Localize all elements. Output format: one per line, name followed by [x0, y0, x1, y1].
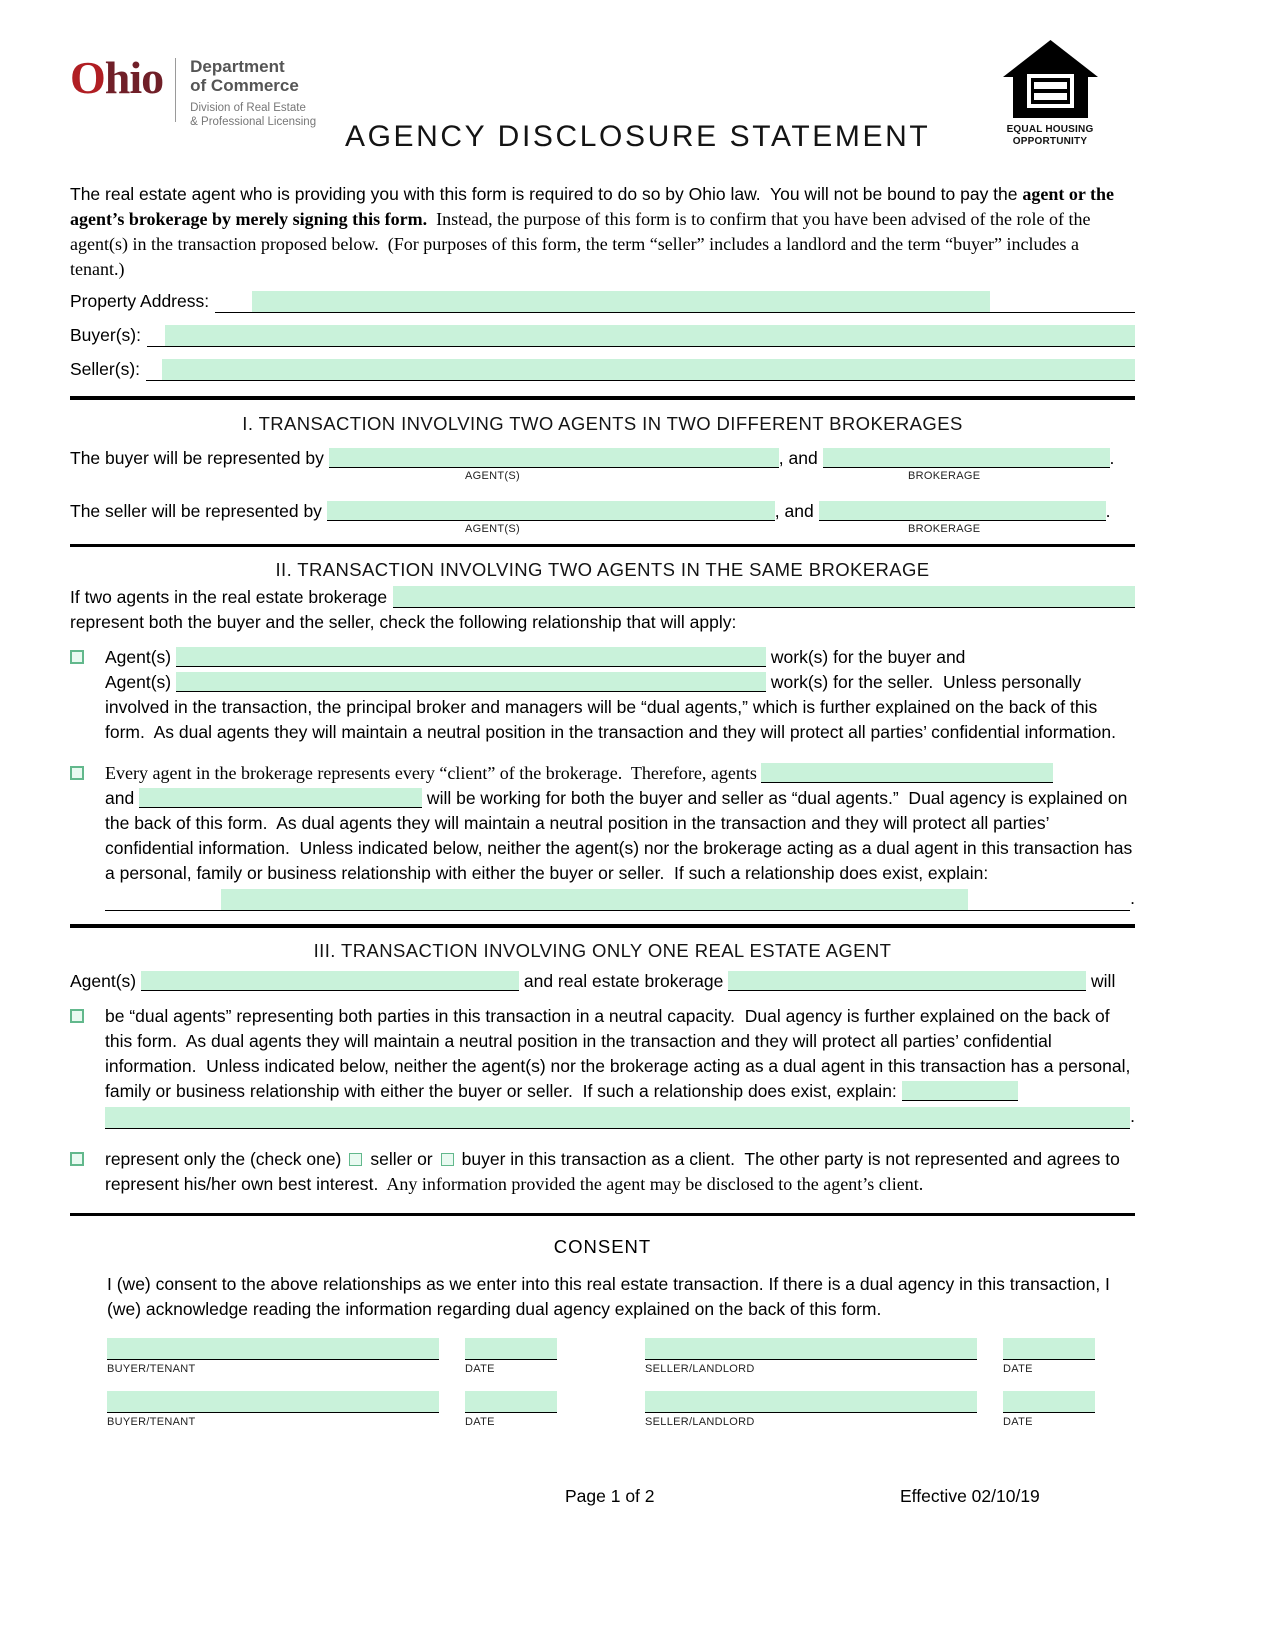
buyers-field[interactable] [165, 325, 1135, 346]
property-address-label: Property Address: [70, 291, 210, 311]
footer-effective-date: Effective 02/10/19 [900, 1486, 1040, 1506]
section3-option2 [70, 1147, 1135, 1197]
buyer-tenant-caption-1: BUYER/TENANT [107, 1363, 196, 1375]
agents-caption-2: AGENT(S) [465, 522, 520, 535]
section3-mid-text: and real estate brokerage [519, 970, 729, 991]
signature-row-1 [107, 1338, 1135, 1360]
buyer-agent-field[interactable] [329, 448, 779, 468]
seller-landlord-signature-field-2[interactable] [645, 1391, 977, 1413]
page-title: AGENCY DISCLOSURE STATEMENT [345, 120, 931, 153]
section3-option2-text [105, 1147, 1135, 1197]
section2-option1 [70, 645, 1135, 745]
seller-rep-period: . [1105, 500, 1111, 521]
single-agent-name-field[interactable] [141, 971, 519, 991]
seller-landlord-date-field-2[interactable] [1003, 1391, 1095, 1413]
section-divider-4 [70, 1213, 1135, 1217]
seller-landlord-signature-field-1[interactable] [645, 1338, 977, 1360]
section3-option1-checkbox[interactable] [70, 1009, 84, 1023]
seller-brokerage-field[interactable] [819, 501, 1106, 521]
dual-agent-name-field-1[interactable] [761, 763, 1053, 783]
section2-option1-checkbox[interactable] [70, 650, 84, 664]
dual-agents-neutral-text: be “dual agents” representing both parties in this transaction in a neutral capacity. Dual agency is further explained on the back of this form. As dual agents they will maintain a neutral position in the transaction and they will protect all parties’ confidential information. Unless indicated below, neither the agent(s) nor the brokerage acting as a dual agent in this transaction has a personal, family or business relationship with either the buyer or seller. If such a relationship does exist, explain: [105, 1005, 1136, 1101]
dual-agents-explanation-text: will be working for both the buyer and seller as “dual agents.” Dual agency is explained on the back of this form. As dual agents they will maintain a neutral position in the transaction and they will protect all parties’ confidential information. Unless indicated below, neither the agent(s) nor the brokerage acting as a dual agent in this transaction has a personal, family or business relationship with either the buyer or seller. If such a relationship does exist, explain: [105, 788, 1138, 883]
buyer-representation-row [70, 448, 1135, 469]
single-brokerage-field[interactable] [728, 971, 1086, 991]
relationship-explain-field[interactable] [221, 889, 968, 910]
explain-field-full[interactable] [105, 1107, 1130, 1128]
seller-landlord-caption-2: SELLER/LANDLORD [645, 1416, 755, 1428]
section3-option1 [70, 1004, 1135, 1129]
buyers-label: Buyer(s): [70, 325, 141, 345]
seller-signature-cell-2 [645, 1391, 1100, 1413]
section2-option2-checkbox[interactable] [70, 766, 84, 780]
section3-option1-text [105, 1004, 1135, 1129]
buyer-rep-captions [70, 469, 1135, 484]
section2-intro-prefix: If two agents in the real estate brokerage [70, 587, 388, 607]
property-address-field[interactable] [252, 291, 990, 312]
section3-will-text: will [1086, 970, 1116, 991]
buyer-client-text: buyer in this transaction as a client. The other party is not represented and agrees to represent his/her own best interest. [105, 1148, 1125, 1194]
ohio-logo-O: O [70, 52, 105, 103]
buyer-tenant-date-field-1[interactable] [465, 1338, 557, 1360]
department-block [190, 56, 316, 130]
division-line1: Division of Real Estate [190, 102, 306, 115]
section-divider-2 [70, 544, 1135, 548]
date-caption-1b: DATE [1003, 1363, 1033, 1375]
buyer-signature-cell-1 [107, 1338, 562, 1360]
section-divider-1 [70, 396, 1135, 400]
works-for-buyer-text: work(s) for the buyer and [766, 647, 966, 667]
consent-heading: CONSENT [553, 1236, 652, 1257]
division-line2: & Professional Licensing [190, 115, 317, 128]
section2-option2-text [105, 761, 1138, 911]
signature-row-2 [107, 1391, 1135, 1413]
department-line1: Department [190, 57, 285, 76]
footer-page-number: Page 1 of 2 [565, 1486, 655, 1506]
agents-caption: AGENT(S) [465, 469, 520, 482]
department-line2: of Commerce [190, 76, 299, 96]
seller-agent-field[interactable] [327, 501, 775, 521]
disclosure-text: Any information provided the agent may be disclosed to the agent’s client. [378, 1173, 924, 1194]
buyer-rep-and: , and [778, 447, 823, 468]
equal-housing-logo [1000, 40, 1100, 147]
sellers-field[interactable] [162, 359, 1135, 380]
seller-rep-prefix: The seller will be represented by [70, 500, 327, 521]
explain-field-inline[interactable] [902, 1081, 1018, 1101]
sellers-label: Seller(s): [70, 359, 141, 379]
section2-intro-suffix: represent both the buyer and the seller, check the following relationship that will apply: [70, 612, 737, 632]
consent-paragraph: I (we) consent to the above relationships as we enter into this real estate transaction. If there is a dual agency in this transaction, I (we) acknowledge reading the information regarding dual agency explained on the back of this form. [107, 1274, 1110, 1319]
equal-housing-caption-line2: OPPORTUNITY [1012, 135, 1088, 147]
sellers-row [70, 359, 1135, 381]
buyer-tenant-signature-field-2[interactable] [107, 1391, 439, 1413]
buyer-checkbox[interactable] [441, 1153, 454, 1166]
seller-rep-and: , and [774, 500, 819, 521]
section-divider-3 [70, 924, 1135, 928]
brokerage-caption-2: BROKERAGE [908, 522, 981, 535]
seller-checkbox[interactable] [349, 1153, 362, 1166]
buyer-rep-prefix: The buyer will be represented by [70, 447, 329, 468]
equal-housing-caption-line1: EQUAL HOUSING [1006, 124, 1094, 135]
seller-or-text: seller or [370, 1148, 433, 1169]
every-agent-text: Every agent in the brokerage represents every “client” of the brokerage. Therefore, agents [105, 763, 762, 783]
explain-period: . [1130, 888, 1135, 908]
section3-explain-row [105, 1104, 1135, 1129]
ohio-logo-hio: hio [104, 52, 164, 103]
relationship-explain-row [105, 886, 1135, 911]
signature-captions-1 [107, 1363, 1135, 1375]
date-caption-2b: DATE [1003, 1416, 1033, 1428]
property-address-row [70, 291, 1135, 313]
ohio-logo [70, 52, 317, 130]
section3-heading: III. TRANSACTION INVOLVING ONLY ONE REAL ESTATE AGENT [313, 939, 892, 961]
section1-heading: I. TRANSACTION INVOLVING TWO AGENTS IN TWO DIFFERENT BROKERAGES [242, 412, 963, 434]
intro-text-2: Instead, the purpose of this form is to confirm that you have been advised of the role of the agent(s) in the transaction proposed below. (For purposes of this form, the term “seller” includes a landlord and the term “buyer” includes a tenant.) [70, 209, 1095, 279]
seller-representation-row [70, 501, 1135, 522]
section3-option2-checkbox[interactable] [70, 1152, 84, 1166]
buyer-rep-period: . [1109, 447, 1115, 468]
ohio-logo-text [70, 52, 164, 103]
signature-captions-2 [107, 1416, 1135, 1428]
represent-only-text: represent only the (check one) [105, 1148, 342, 1169]
buyer-tenant-caption-2: BUYER/TENANT [107, 1416, 196, 1428]
seller-rep-captions [70, 522, 1135, 537]
buyer-tenant-date-field-2[interactable] [465, 1391, 557, 1413]
buyer-brokerage-field[interactable] [823, 448, 1110, 468]
agent-for-seller-field[interactable] [176, 672, 766, 692]
intro-text-1: The real estate agent who is providing you with this form is required to do so by Ohio law. You will not be bound to pay the [70, 184, 1023, 204]
date-caption-1a: DATE [465, 1363, 495, 1375]
buyers-row [70, 325, 1135, 347]
section3-explain-period: . [1130, 1105, 1135, 1126]
section2-option2 [70, 761, 1138, 911]
section2-intro-row [70, 586, 1135, 608]
section2-heading: II. TRANSACTION INVOLVING TWO AGENTS IN THE SAME BROKERAGE [275, 559, 930, 580]
works-for-seller-text: work(s) for the seller. Unless personally involved in the transaction, the principal broker and managers will be “dual agents,” which is further explained on the back of this form. As dual agents they will maintain a neutral position in the transaction and they will protect all parties’ confidential information. [105, 672, 1117, 742]
brokerage-name-field[interactable] [393, 586, 1135, 607]
and-text: and [105, 788, 140, 808]
logo-divider [175, 58, 176, 122]
agent-for-buyer-field[interactable] [176, 647, 766, 667]
equal-housing-icon [1003, 40, 1098, 118]
agents-label-2: Agent(s) [105, 672, 172, 692]
seller-landlord-caption-1: SELLER/LANDLORD [645, 1363, 755, 1375]
dual-agent-name-field-2[interactable] [139, 788, 422, 808]
date-caption-2a: DATE [465, 1416, 495, 1428]
brokerage-caption: BROKERAGE [908, 469, 981, 482]
page-footer [70, 1486, 1135, 1516]
section2-option1-text [105, 645, 1135, 745]
buyer-tenant-signature-field-1[interactable] [107, 1338, 439, 1360]
agents-label-1: Agent(s) [105, 647, 172, 667]
seller-signature-cell-1 [645, 1338, 1100, 1360]
section3-agents-label: Agent(s) [70, 970, 141, 991]
section3-agent-row [70, 971, 1135, 992]
intro-paragraph [70, 182, 1135, 282]
buyer-signature-cell-2 [107, 1391, 562, 1413]
intro-text-bold: agent or the agent’s brokerage by merely signing this form. [70, 184, 1119, 229]
seller-landlord-date-field-1[interactable] [1003, 1338, 1095, 1360]
form-header [0, 0, 1275, 172]
